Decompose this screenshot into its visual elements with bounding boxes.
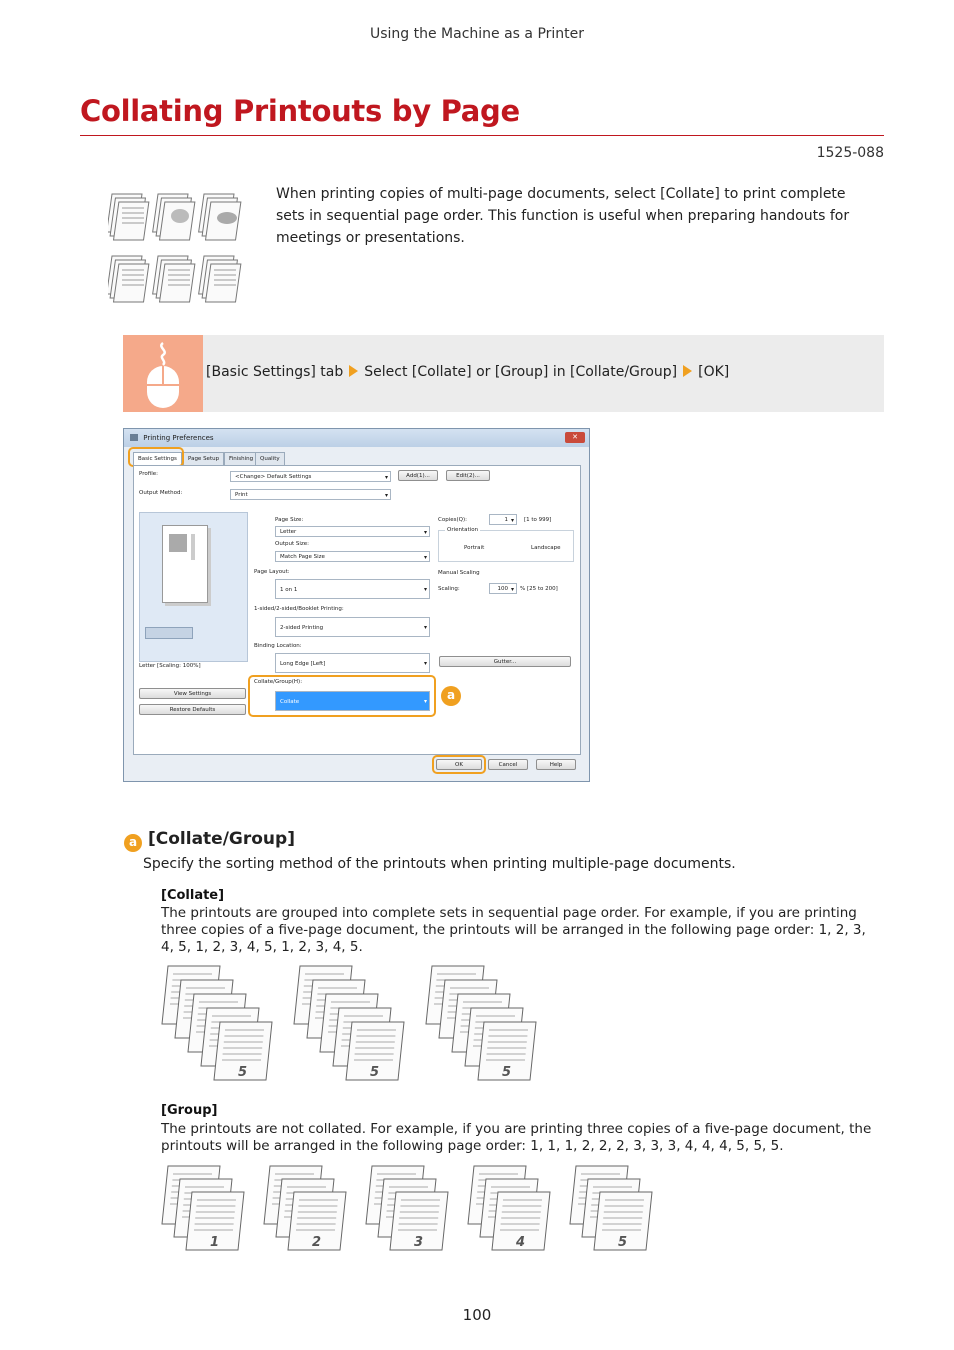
- preview-caption: Letter [Scaling: 100%]: [139, 663, 201, 669]
- ok-highlight: [432, 755, 486, 774]
- collate-highlight: [248, 675, 436, 717]
- svg-text:4: 4: [516, 1235, 526, 1250]
- page-layout-label: Page Layout:: [254, 569, 290, 575]
- group-illustration: [158, 1162, 678, 1262]
- output-size-select[interactable]: Match Page Size ▾: [275, 551, 430, 562]
- mouse-icon: [123, 335, 203, 412]
- sided-printing-label: 1-sided/2-sided/Booklet Printing:: [254, 606, 344, 612]
- path-step-basic-settings: [Basic Settings] tab: [206, 364, 344, 380]
- svg-text:2: 2: [312, 1235, 322, 1250]
- printing-preferences-dialog: [123, 428, 590, 782]
- page-layout-select[interactable]: 1 on 1 ▾: [275, 579, 430, 599]
- tab-page-setup[interactable]: Page Setup: [183, 452, 224, 465]
- printer-icon: [130, 434, 138, 441]
- collate-group-select[interactable]: Collate ▾: [275, 691, 430, 711]
- tab-highlight: [128, 447, 184, 467]
- help-button[interactable]: Help: [536, 759, 576, 770]
- manual-scaling-checkbox[interactable]: Manual Scaling: [438, 570, 480, 576]
- collate-group-label: Collate/Group(H):: [254, 679, 303, 685]
- section-badge-a: a: [124, 834, 142, 852]
- svg-text:5: 5: [238, 1065, 248, 1080]
- tab-quality[interactable]: Quality: [255, 452, 285, 465]
- copies-input[interactable]: 1 ▾: [489, 514, 517, 525]
- svg-text:3: 3: [414, 1235, 424, 1250]
- output-size-label: Output Size:: [275, 541, 309, 547]
- restore-defaults-button[interactable]: Restore Defaults: [139, 704, 246, 715]
- svg-text:5: 5: [370, 1065, 380, 1080]
- scaling-range: % [25 to 200]: [520, 586, 558, 592]
- output-method-select[interactable]: Print ▾: [230, 489, 391, 500]
- svg-text:5: 5: [618, 1235, 628, 1250]
- collate-page-5: [478, 1022, 536, 1080]
- page-size-label: Page Size:: [275, 517, 304, 523]
- collate-page-5: [214, 1022, 272, 1080]
- tab-basic-settings[interactable]: Basic Settings: [133, 452, 182, 465]
- svg-text:1: 1: [210, 1235, 220, 1250]
- dialog-titlebar: [124, 429, 589, 447]
- print-preview: [139, 512, 248, 662]
- running-header: Using the Machine as a Printer: [369, 26, 585, 42]
- copies-label: Copies(Q):: [438, 517, 467, 523]
- collate-illustration: [158, 962, 558, 1090]
- collate-description: The printouts are grouped into complete sets in sequential page order. For example, if you are printing three copies of a five-page document, the printouts will be arranged in the following page order: 1, 2, 3, 4, 5, 1, 2, 3, 4, 5, 1, 2, 3, 4, 5.: [161, 905, 866, 955]
- path-step-collate: Select [Collate] or [Group] in [Collate/Group]: [364, 364, 678, 380]
- section-title: [Collate/Group]: [148, 829, 295, 849]
- page-number: 100: [462, 1306, 492, 1324]
- group-description: The printouts are not collated. For example, if you are printing three copies of a five-page document, the printouts will be arranged in the following page order: 1, 1, 1, 2, 2, 2, 3, 3, 3, 4, 4, 4, 5, 5, 5.: [161, 1121, 872, 1154]
- orientation-label: Orientation: [447, 527, 479, 533]
- gutter-button[interactable]: Gutter...: [439, 656, 571, 667]
- preview-page: [162, 525, 208, 603]
- scaling-input[interactable]: 100 ▾: [489, 583, 517, 594]
- title-rule: [80, 135, 884, 136]
- page-size-select[interactable]: Letter ▾: [275, 526, 430, 537]
- cancel-button[interactable]: Cancel: [488, 759, 528, 770]
- output-method-label: Output Method:: [139, 490, 183, 496]
- callout-badge-a: a: [441, 686, 461, 706]
- preview-toggle-icon[interactable]: [145, 627, 193, 639]
- scaling-label: Scaling:: [438, 586, 460, 592]
- collated-stacks-illustration: [108, 188, 258, 313]
- group-page-4: [492, 1192, 550, 1250]
- collate-heading: [Collate]: [161, 888, 225, 903]
- sided-printing-select[interactable]: 2-sided Printing ▾: [275, 617, 430, 637]
- tab-finishing[interactable]: Finishing: [224, 452, 258, 465]
- binding-location-select[interactable]: Long Edge [Left] ▾: [275, 653, 430, 673]
- binding-location-label: Binding Location:: [254, 643, 302, 649]
- group-page-5: [594, 1192, 652, 1250]
- basic-settings-panel: [133, 465, 581, 755]
- profile-select[interactable]: <Change> Default Settings ▾: [230, 471, 391, 482]
- orientation-landscape[interactable]: Landscape: [531, 545, 561, 551]
- group-page-3: [390, 1192, 448, 1250]
- orientation-portrait[interactable]: Portrait: [464, 545, 485, 551]
- ok-button[interactable]: OK: [436, 759, 482, 770]
- page-title: Collating Printouts by Page: [80, 94, 520, 128]
- group-heading: [Group]: [161, 1103, 218, 1118]
- close-button[interactable]: ✕: [565, 432, 585, 443]
- intro-paragraph: When printing copies of multi-page documents, select [Collate] to print complete sets in sequential page order. This function is useful when preparing handouts for meetings or presentations.: [276, 186, 850, 246]
- svg-text:5: 5: [502, 1065, 512, 1080]
- copies-range: [1 to 999]: [524, 517, 552, 523]
- operation-path: [206, 364, 729, 380]
- group-page-2: [288, 1192, 346, 1250]
- arrow-right-icon: [683, 365, 692, 377]
- orientation-group: [438, 527, 574, 562]
- path-step-ok: [OK]: [698, 364, 730, 380]
- document-id: 1525-088: [816, 145, 884, 161]
- view-settings-button[interactable]: View Settings: [139, 688, 246, 699]
- edit-profile-button[interactable]: Edit(2)...: [446, 470, 490, 481]
- profile-label: Profile:: [139, 471, 158, 477]
- arrow-right-icon: [349, 365, 358, 377]
- collate-page-5: [346, 1022, 404, 1080]
- add-profile-button[interactable]: Add(1)...: [398, 470, 438, 481]
- section-description: Specify the sorting method of the printouts when printing multiple-page documents.: [143, 856, 736, 872]
- dialog-title: Printing Preferences: [143, 434, 214, 442]
- group-page-1: [186, 1192, 244, 1250]
